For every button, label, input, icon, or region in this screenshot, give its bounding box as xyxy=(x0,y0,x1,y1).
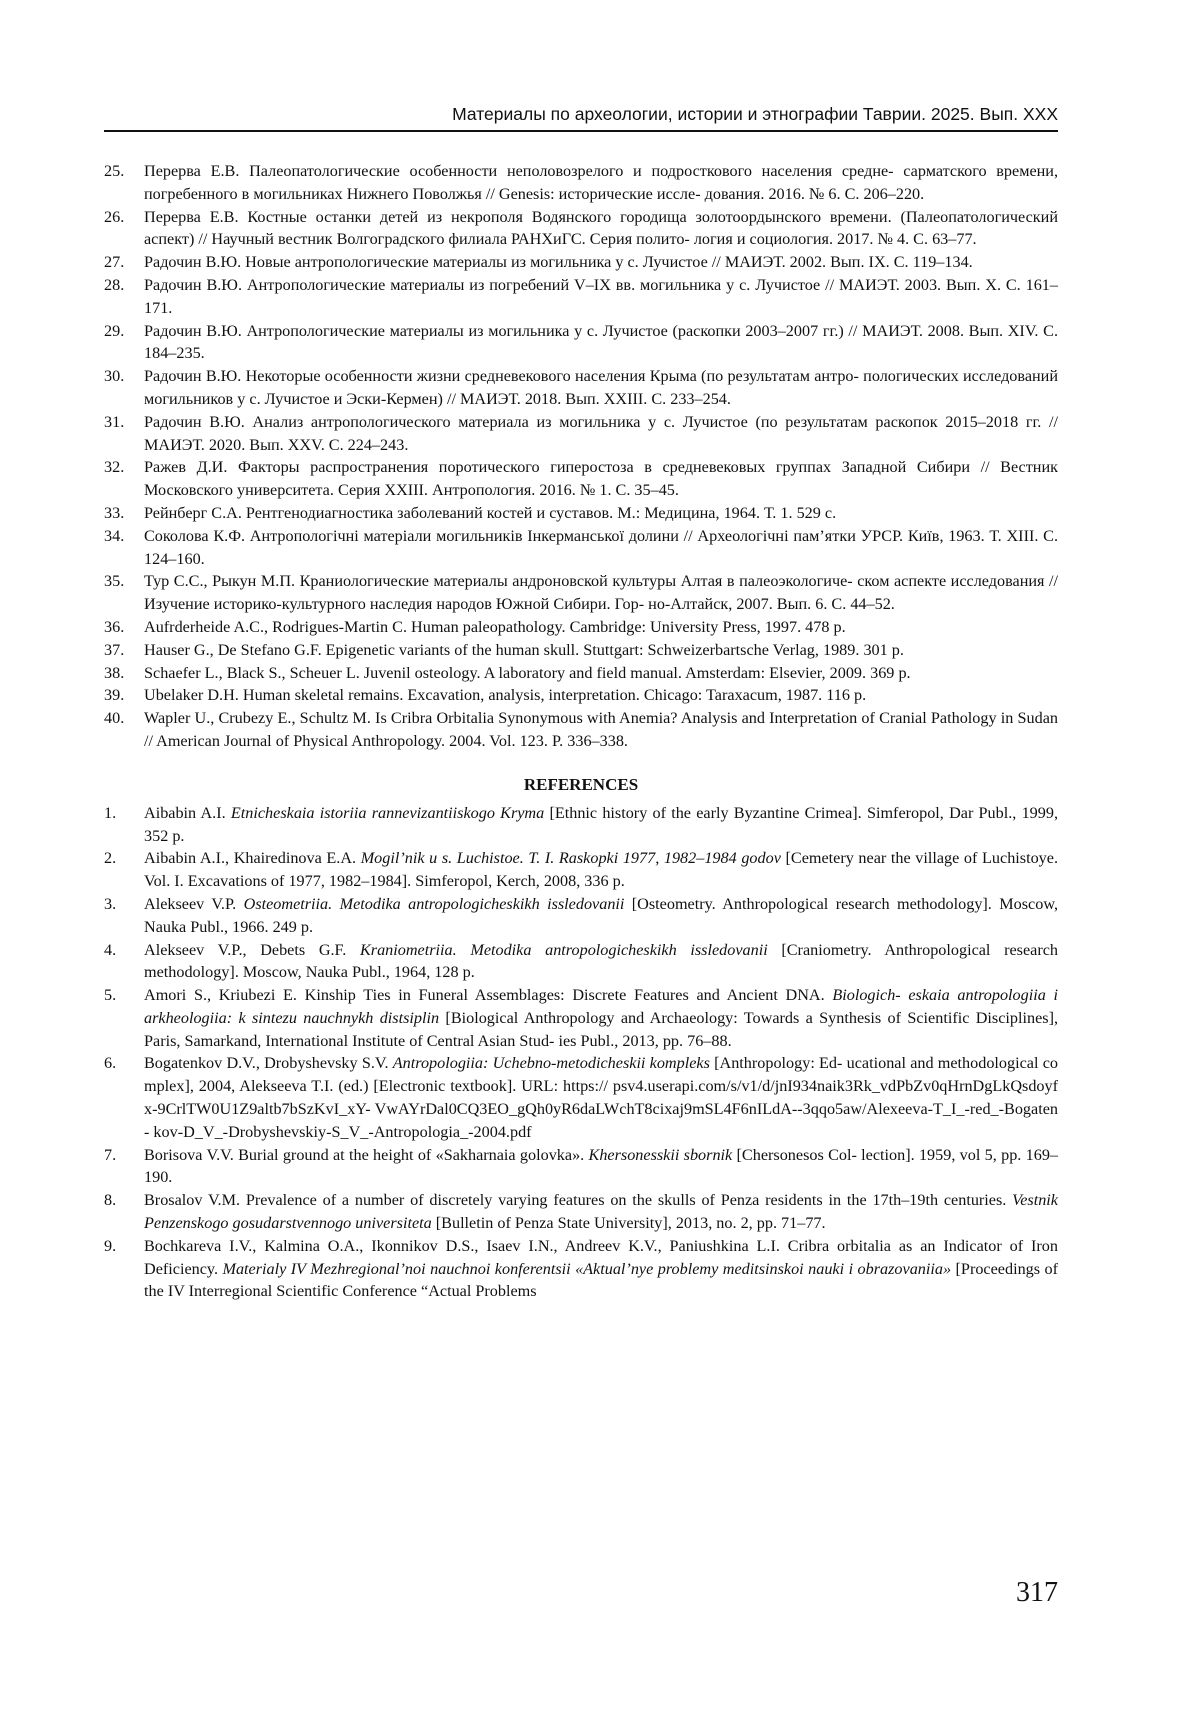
reference-entry xyxy=(104,206,1058,252)
reference-number: 38. xyxy=(104,663,125,682)
reference-entry xyxy=(104,639,1058,662)
reference-text: Радочин В.Ю. Антропологические материалы из могильника у с. Лучистое (раскопки 2003–2007 гг.) // МАИЭТ. 2008. Вып. XIV. С. 184–235. xyxy=(144,321,1058,363)
reference-number: 29. xyxy=(104,321,125,340)
reference-number: 2. xyxy=(104,849,117,868)
reference-entry xyxy=(104,1144,1058,1190)
reference-text: Schaefer L., Black S., Scheuer L. Juvenil osteology. A laboratory and field manual. Amsterdam: Elsevier, 2009. 369 p. xyxy=(144,663,911,682)
reference-number: 5. xyxy=(104,986,117,1005)
reference-text xyxy=(144,802,1058,848)
reference-text-part: Aibabin A.I. xyxy=(144,803,231,822)
reference-number: 26. xyxy=(104,207,125,226)
reference-entry xyxy=(104,662,1058,685)
reference-text: Wapler U., Crubezy E., Schultz M. Is Cribra Orbitalia Synonymous with Anemia? Analysis and Interpretation of Cranial Pathology in Sudan // American Journal of Physical Anthropology. 2004. Vol. 123. P. 336–338. xyxy=(144,709,1058,750)
reference-text xyxy=(144,847,1058,893)
reference-entry xyxy=(104,616,1058,639)
reference-entry xyxy=(104,274,1058,320)
reference-entry xyxy=(104,525,1058,571)
reference-entry xyxy=(104,320,1058,366)
reference-text: Радочин В.Ю. Новые антропологические материалы из могильника у с. Лучистое // МАИЭТ. 2002. Вып. IX. С. 119–134. xyxy=(144,253,973,272)
reference-title-italic: Khersonesskii sbornik xyxy=(588,1145,733,1164)
reference-number: 6. xyxy=(104,1054,117,1073)
references-ru xyxy=(104,160,1058,753)
reference-number: 37. xyxy=(104,640,125,659)
reference-number: 32. xyxy=(104,458,125,477)
reference-entry xyxy=(104,847,1058,893)
reference-text xyxy=(144,893,1058,939)
reference-number: 28. xyxy=(104,275,125,294)
reference-entry xyxy=(104,456,1058,502)
reference-text-part: Brosalov V.M. Prevalence of a number of discretely varying features on the skulls of Penza residents in the 17th–19th centuries. xyxy=(144,1191,1013,1210)
reference-text-part: [Ethnic history of the early Byzantine Crimea]. Simferopol, Dar Publ., 1999, 352 p. xyxy=(144,803,1058,845)
reference-number: 30. xyxy=(104,367,125,386)
reference-entry xyxy=(104,411,1058,457)
reference-text-part: Alekseev V.P. xyxy=(144,894,244,913)
reference-title-italic: Vestnik Penzenskogo gosudarstvennogo universiteta xyxy=(144,1191,1058,1233)
header-rule xyxy=(104,130,1058,132)
reference-entry xyxy=(104,1235,1058,1303)
reference-text xyxy=(144,1235,1058,1303)
reference-entry xyxy=(104,984,1058,1052)
reference-number: 25. xyxy=(104,162,125,180)
reference-entry xyxy=(104,502,1058,525)
reference-text: Радочин В.Ю. Некоторые особенности жизни средневекового населения Крыма (по результатам антро- пологических исследований могильников у с. Лучистое и Эски-Кермен) // МАИЭТ. 2018. Вып. XXIII. С. 233–254. xyxy=(144,367,1058,408)
reference-text-part: [Bulletin of Penza State University], 2013, no. 2, pp. 71–77. xyxy=(431,1214,826,1233)
reference-text-part: [Cemetery near the village of Luchistoye. Vol. I. Excavations of 1977, 1982–1984]. Simferopol, Kerch, 2008, 336 p. xyxy=(144,849,1058,891)
reference-number: 1. xyxy=(104,803,117,822)
reference-title-italic: Antropologiia: Uchebno-metodicheskii kompleks xyxy=(392,1054,710,1073)
reference-number: 27. xyxy=(104,253,125,272)
reference-entry xyxy=(104,684,1058,707)
reference-entry xyxy=(104,893,1058,939)
reference-number: 4. xyxy=(104,940,117,959)
reference-number: 39. xyxy=(104,686,125,705)
reference-number: 35. xyxy=(104,572,125,591)
reference-number: 9. xyxy=(104,1236,117,1255)
reference-number: 8. xyxy=(104,1191,117,1210)
reference-text xyxy=(144,984,1058,1052)
reference-text: Перерва Е.В. Костные останки детей из некрополя Водянского городища золотоордынского времени. (Палеопатологический аспект) // Научный вестник Волгоградского филиала РАНХиГС. Серия полито- логия и социология. 2017. № 4. С. 63–77. xyxy=(144,207,1058,249)
reference-text-part: Aibabin A.I., Khairedinova E.A. xyxy=(144,849,361,868)
reference-text: Aufrderheide A.C., Rodrigues-Martin C. Human paleopathology. Cambridge: University Press, 1997. 478 p. xyxy=(144,617,846,636)
references-en xyxy=(104,802,1058,1304)
reference-text-part: [Chersonesos Col- lection]. 1959, vol 5, pp. 169–190. xyxy=(144,1145,1059,1187)
reference-text: Соколова К.Ф. Антропологічні матеріали могильників Інкерманської долини // Археологічні пам’ятки УРСР. Київ, 1963. Т. XIII. С. 124–160. xyxy=(144,526,1058,568)
references-heading: REFERENCES xyxy=(523,774,639,794)
reference-title-italic: Etnicheskaia istoriia rannevizantiiskogo Kryma xyxy=(230,803,545,822)
reference-entry xyxy=(104,365,1058,411)
reference-text-part: Borisova V.V. Burial ground at the height of «Sakharnaia golovka». xyxy=(144,1145,589,1164)
reference-text-part: Alekseev V.P., Debets G.F. xyxy=(144,940,360,959)
page-number: 317 xyxy=(1016,1577,1058,1608)
running-head: Материалы по археологии, истории и этнографии Таврии. 2025. Вып. XXX xyxy=(452,104,1058,124)
reference-title-italic: Osteometriia. Metodika antropologicheskikh issledovanii xyxy=(243,894,625,913)
reference-entry xyxy=(104,939,1058,985)
reference-text xyxy=(144,939,1058,985)
reference-entry xyxy=(104,160,1058,206)
reference-number: 34. xyxy=(104,526,125,545)
reference-number: 40. xyxy=(104,709,125,728)
reference-entry xyxy=(104,1052,1058,1143)
reference-text-part: [Biological Anthropology and Archaeology: Towards a Synthesis of Scientific Disciplines], Paris, Samarkand, International Institute of Central Asian Stud- ies Publ., 2013, pp. 76–88. xyxy=(144,1008,1059,1050)
reference-title-italic: Biologich- eskaia antropologiia i arkheologiia: k sintezu nauchnykh distsiplin xyxy=(144,986,1058,1027)
reference-text: Тур С.С., Рыкун М.П. Краниологические материалы андроновской культуры Алтая в палеоэкологиче- ском аспекте исследования // Изучение историко-культурного наследия народов Южной Сибири. Гор- но-Алтайск, 2007. Вып. 6. С. 44–52. xyxy=(144,572,1058,614)
reference-number: 33. xyxy=(104,503,125,522)
reference-title-italic: Materialy IV Mezhregional’noi nauchnoi konferentsii «Aktual’nye problemy meditsinskoi nauki i obrazovaniia» xyxy=(222,1259,952,1278)
reference-text: Hauser G., De Stefano G.F. Epigenetic variants of the human skull. Stuttgart: Schweizerbartsche Verlag, 1989. 301 p. xyxy=(144,640,904,659)
reference-title-italic: Kraniometriia. Metodika antropologicheskikh issledovanii xyxy=(359,940,768,959)
reference-text: Ражев Д.И. Факторы распространения поротического гиперостоза в средневековых группах Западной Сибири // Вестник Московского университета. Серия XXIII. Антропология. 2016. № 1. С. 35–45. xyxy=(144,458,1058,500)
reference-text: Радочин В.Ю. Антропологические материалы из погребений V–IX вв. могильника у с. Лучистое // МАИЭТ. 2003. Вып. X. С. 161–171. xyxy=(144,275,1058,317)
reference-text: Радочин В.Ю. Анализ антропологического материала из могильника у с. Лучистое (по результатам раскопок 2015–2018 гг. // МАИЭТ. 2020. Вып. XXV. С. 224–243. xyxy=(144,412,1058,454)
reference-text-part: [Proceedings of the IV Interregional Scientific Conference “Actual Problems xyxy=(144,1259,1059,1301)
reference-number: 7. xyxy=(104,1145,117,1164)
reference-number: 31. xyxy=(104,412,125,431)
reference-text-part: Bochkareva I.V., Kalmina O.A., Ikonnikov D.S., Isaev I.N., Andreev K.V., Paniushkina L.I. Cribra orbitalia as an Indicator of Iron Deficiency. xyxy=(144,1236,1058,1278)
reference-entry xyxy=(104,1189,1058,1235)
reference-number: 3. xyxy=(104,894,117,913)
reference-number: 36. xyxy=(104,617,125,636)
reference-entry xyxy=(104,802,1058,848)
reference-title-italic: Mogil’nik u s. Luchistoe. T. I. Raskopki 1977, 1982–1984 godov xyxy=(360,849,781,868)
reference-text-part: [Anthropology: Ed- ucational and methodological complex], 2004, Alekseeva T.I. (ed.) [Electronic textbook]. URL: https:// psv4.userapi.com/s/v1/d/jnI934naik3Rk_vdPbZv0qHrnDgLkQsdoyfx-9CrlTW0U1Z9altb7bSzKvI_xY- VwAYrDal0CQ3EO_gQh0yR6daLWchT8cixaj9mSL4F6nILdA--3qqo5aw/Alexeeva-T_I_-red_-Bogaten- kov-D_V_-Drobyshevskiy-S_V_-Antropologia_-2004.pdf xyxy=(144,1054,1058,1141)
reference-entry xyxy=(104,570,1058,616)
reference-text: Перерва Е.В. Палеопатологические особенности неполовозрелого и подросткового населения средне- сарматского времени, погребенного в могильниках Нижнего Поволжья // Genesis: исторические иссле- дования. 2016. № 6. С. 206–220. xyxy=(144,162,1058,203)
reference-text-part: [Craniometry. Anthropological research methodology]. Moscow, Nauka Publ., 1964, 128 p. xyxy=(144,940,1059,982)
reference-list xyxy=(104,160,1058,1303)
reference-text-part: [Osteometry. Anthropological research methodology]. Moscow, Nauka Publ., 1966. 249 p. xyxy=(144,894,1058,936)
reference-text xyxy=(144,1052,1058,1143)
reference-text xyxy=(144,1144,1058,1190)
reference-text-part: Amori S., Kriubezi E. Kinship Ties in Funeral Assemblages: Discrete Features and Ancient DNA. xyxy=(144,986,833,1005)
reference-entry xyxy=(104,707,1058,753)
reference-text xyxy=(144,1189,1058,1235)
reference-text: Рейнберг С.А. Рентгенодиагностика заболеваний костей и суставов. М.: Медицина, 1964. Т. 1. 529 с. xyxy=(144,503,837,522)
reference-entry xyxy=(104,251,1058,274)
reference-text-part: Bogatenkov D.V., Drobyshevsky S.V. xyxy=(144,1054,393,1073)
reference-text: Ubelaker D.H. Human skeletal remains. Excavation, analysis, interpretation. Chicago: Taraxacum, 1987. 116 p. xyxy=(144,686,867,705)
